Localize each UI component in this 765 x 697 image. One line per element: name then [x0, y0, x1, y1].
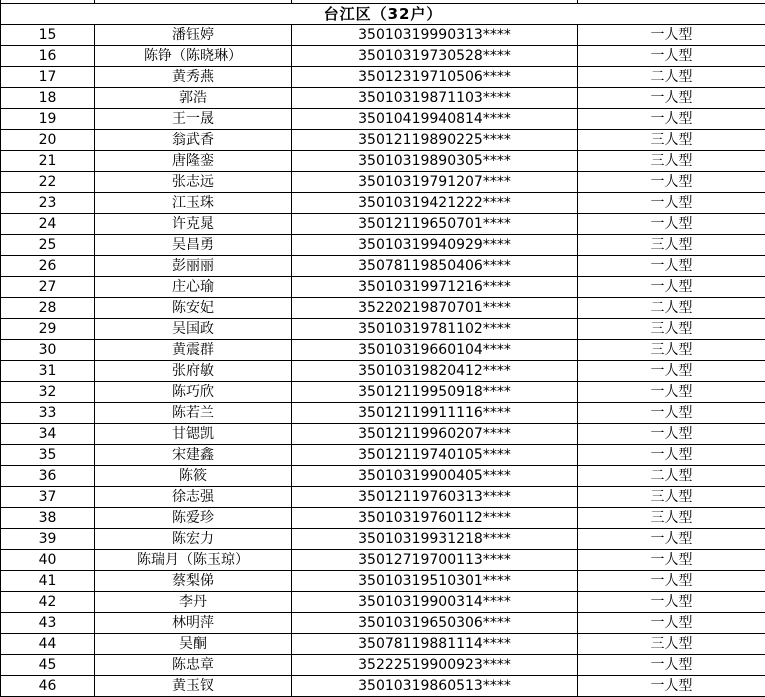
table-row: [1, 88, 765, 109]
id-number-cell: 35010319971216****: [292, 277, 578, 298]
row-number-cell: 43: [1, 613, 95, 634]
table-row: [1, 424, 765, 445]
table-row: [1, 676, 765, 697]
household-type-cell: 三人型: [578, 487, 765, 508]
row-number-cell: 25: [1, 235, 95, 256]
row-number-cell: 44: [1, 634, 95, 655]
name-cell: 蔡梨俤: [95, 571, 292, 592]
name-cell: 陈忠章: [95, 655, 292, 676]
name-cell: 吴国政: [95, 319, 292, 340]
table-row: [1, 214, 765, 235]
id-number-cell: 35010419940814****: [292, 109, 578, 130]
table-row: [1, 256, 765, 277]
id-number-cell: 35012119760313****: [292, 487, 578, 508]
name-cell: 许克晁: [95, 214, 292, 235]
table-row: [1, 571, 765, 592]
row-number-cell: 15: [1, 25, 95, 46]
table-row: [1, 277, 765, 298]
table-row: [1, 298, 765, 319]
household-type-cell: 一人型: [578, 445, 765, 466]
row-number-cell: 45: [1, 655, 95, 676]
id-number-cell: 35010319871103****: [292, 88, 578, 109]
section-title: 台江区（32户）: [1, 4, 765, 25]
row-number-cell: 24: [1, 214, 95, 235]
table-row: [1, 109, 765, 130]
name-cell: 郭浩: [95, 88, 292, 109]
row-number-cell: 17: [1, 67, 95, 88]
name-cell: 吴酮: [95, 634, 292, 655]
table-row: [1, 46, 765, 67]
household-type-cell: 一人型: [578, 88, 765, 109]
table-row: [1, 508, 765, 529]
row-number-cell: 33: [1, 403, 95, 424]
table-row: [1, 550, 765, 571]
id-number-cell: 35010319931218****: [292, 529, 578, 550]
row-number-cell: 19: [1, 109, 95, 130]
row-number-cell: 31: [1, 361, 95, 382]
name-cell: 唐隆銮: [95, 151, 292, 172]
table-row: [1, 319, 765, 340]
household-type-cell: 三人型: [578, 508, 765, 529]
table-row: [1, 487, 765, 508]
name-cell: 甘锶凯: [95, 424, 292, 445]
id-number-cell: 35012119950918****: [292, 382, 578, 403]
id-number-cell: 35012719700113****: [292, 550, 578, 571]
table-row: [1, 613, 765, 634]
id-number-cell: 35010319900314****: [292, 592, 578, 613]
table-body: [1, 0, 765, 697]
name-cell: 林明萍: [95, 613, 292, 634]
row-number-cell: 41: [1, 571, 95, 592]
name-cell: 潘钰婷: [95, 25, 292, 46]
household-type-cell: 二人型: [578, 67, 765, 88]
id-number-cell: 35012119650701****: [292, 214, 578, 235]
household-type-cell: 一人型: [578, 592, 765, 613]
row-number-cell: 20: [1, 130, 95, 151]
id-number-cell: 35012119911116****: [292, 403, 578, 424]
name-cell: 宋建鑫: [95, 445, 292, 466]
id-number-cell: 35078119881114****: [292, 634, 578, 655]
id-number-cell: 35010319660104****: [292, 340, 578, 361]
id-number-cell: 35078119850406****: [292, 256, 578, 277]
name-cell: 庄心瑜: [95, 277, 292, 298]
household-type-cell: 一人型: [578, 256, 765, 277]
household-type-cell: 三人型: [578, 634, 765, 655]
household-type-cell: 一人型: [578, 25, 765, 46]
id-number-cell: 35010319791207****: [292, 172, 578, 193]
id-number-cell: 35010319650306****: [292, 613, 578, 634]
row-number-cell: 29: [1, 319, 95, 340]
name-cell: 彭丽丽: [95, 256, 292, 277]
id-number-cell: 35010319860513****: [292, 676, 578, 697]
id-number-cell: 35220219870701****: [292, 298, 578, 319]
table-row: [1, 592, 765, 613]
row-number-cell: 40: [1, 550, 95, 571]
row-number-cell: 21: [1, 151, 95, 172]
name-cell: 黄震群: [95, 340, 292, 361]
row-number-cell: 38: [1, 508, 95, 529]
id-number-cell: 35010319730528****: [292, 46, 578, 67]
section-header-row: [1, 4, 765, 25]
row-number-cell: 46: [1, 676, 95, 697]
table-row: [1, 445, 765, 466]
household-type-cell: 一人型: [578, 172, 765, 193]
name-cell: 陈铮（陈晓琳）: [95, 46, 292, 67]
table-row: [1, 235, 765, 256]
name-cell: 翁武香: [95, 130, 292, 151]
row-number-cell: 32: [1, 382, 95, 403]
household-type-cell: 三人型: [578, 130, 765, 151]
id-number-cell: 35010319890305****: [292, 151, 578, 172]
household-type-cell: 三人型: [578, 340, 765, 361]
household-type-cell: 一人型: [578, 361, 765, 382]
id-number-cell: 35010319990313****: [292, 25, 578, 46]
household-type-cell: 一人型: [578, 529, 765, 550]
name-cell: 陈安妃: [95, 298, 292, 319]
table-row: [1, 361, 765, 382]
name-cell: 黄玉钗: [95, 676, 292, 697]
name-cell: 江玉珠: [95, 193, 292, 214]
household-type-cell: 一人型: [578, 214, 765, 235]
row-number-cell: 22: [1, 172, 95, 193]
id-number-cell: 35012119890225****: [292, 130, 578, 151]
name-cell: 徐志强: [95, 487, 292, 508]
household-type-cell: 一人型: [578, 655, 765, 676]
table-row: [1, 193, 765, 214]
name-cell: 陈若兰: [95, 403, 292, 424]
household-type-cell: 二人型: [578, 466, 765, 487]
table-row: [1, 655, 765, 676]
row-number-cell: 39: [1, 529, 95, 550]
table-row: [1, 151, 765, 172]
household-type-cell: 一人型: [578, 193, 765, 214]
row-number-cell: 37: [1, 487, 95, 508]
id-number-cell: 35010319940929****: [292, 235, 578, 256]
table-row: [1, 130, 765, 151]
household-type-cell: 一人型: [578, 403, 765, 424]
household-type-cell: 三人型: [578, 319, 765, 340]
name-cell: 黄秀燕: [95, 67, 292, 88]
table-row: [1, 25, 765, 46]
name-cell: 陈筱: [95, 466, 292, 487]
household-type-cell: 一人型: [578, 613, 765, 634]
id-number-cell: 35222519900923****: [292, 655, 578, 676]
name-cell: 陈宏力: [95, 529, 292, 550]
household-type-cell: 一人型: [578, 571, 765, 592]
id-number-cell: 35010319760112****: [292, 508, 578, 529]
row-number-cell: 26: [1, 256, 95, 277]
row-number-cell: 35: [1, 445, 95, 466]
row-number-cell: 34: [1, 424, 95, 445]
table-row: [1, 340, 765, 361]
id-number-cell: 35010319781102****: [292, 319, 578, 340]
name-cell: 李丹: [95, 592, 292, 613]
household-type-cell: 三人型: [578, 235, 765, 256]
name-cell: 吴昌勇: [95, 235, 292, 256]
id-number-cell: 35010319510301****: [292, 571, 578, 592]
household-type-cell: 一人型: [578, 382, 765, 403]
row-number-cell: 42: [1, 592, 95, 613]
household-type-cell: 二人型: [578, 298, 765, 319]
household-type-cell: 一人型: [578, 277, 765, 298]
row-number-cell: 16: [1, 46, 95, 67]
table-row: [1, 634, 765, 655]
name-cell: 张府敏: [95, 361, 292, 382]
id-number-cell: 35010319421222****: [292, 193, 578, 214]
household-type-cell: 一人型: [578, 109, 765, 130]
household-type-cell: 三人型: [578, 151, 765, 172]
table-row: [1, 67, 765, 88]
name-cell: 陈爱珍: [95, 508, 292, 529]
household-type-cell: 一人型: [578, 676, 765, 697]
table-row: [1, 172, 765, 193]
table-row: [1, 382, 765, 403]
table-row: [1, 403, 765, 424]
household-type-cell: 一人型: [578, 424, 765, 445]
id-number-cell: 35012119740105****: [292, 445, 578, 466]
row-number-cell: 36: [1, 466, 95, 487]
row-number-cell: 30: [1, 340, 95, 361]
id-number-cell: 35012319710506****: [292, 67, 578, 88]
name-cell: 陈巧欣: [95, 382, 292, 403]
household-type-cell: 一人型: [578, 46, 765, 67]
row-number-cell: 28: [1, 298, 95, 319]
table-row: [1, 466, 765, 487]
id-number-cell: 35010319820412****: [292, 361, 578, 382]
row-number-cell: 27: [1, 277, 95, 298]
row-number-cell: 18: [1, 88, 95, 109]
row-number-cell: 23: [1, 193, 95, 214]
name-cell: 张志远: [95, 172, 292, 193]
household-type-cell: 一人型: [578, 550, 765, 571]
name-cell: 陈瑞月（陈玉琼）: [95, 550, 292, 571]
name-cell: 王一晟: [95, 109, 292, 130]
id-number-cell: 35010319900405****: [292, 466, 578, 487]
table-row: [1, 529, 765, 550]
id-number-cell: 35012119960207****: [292, 424, 578, 445]
